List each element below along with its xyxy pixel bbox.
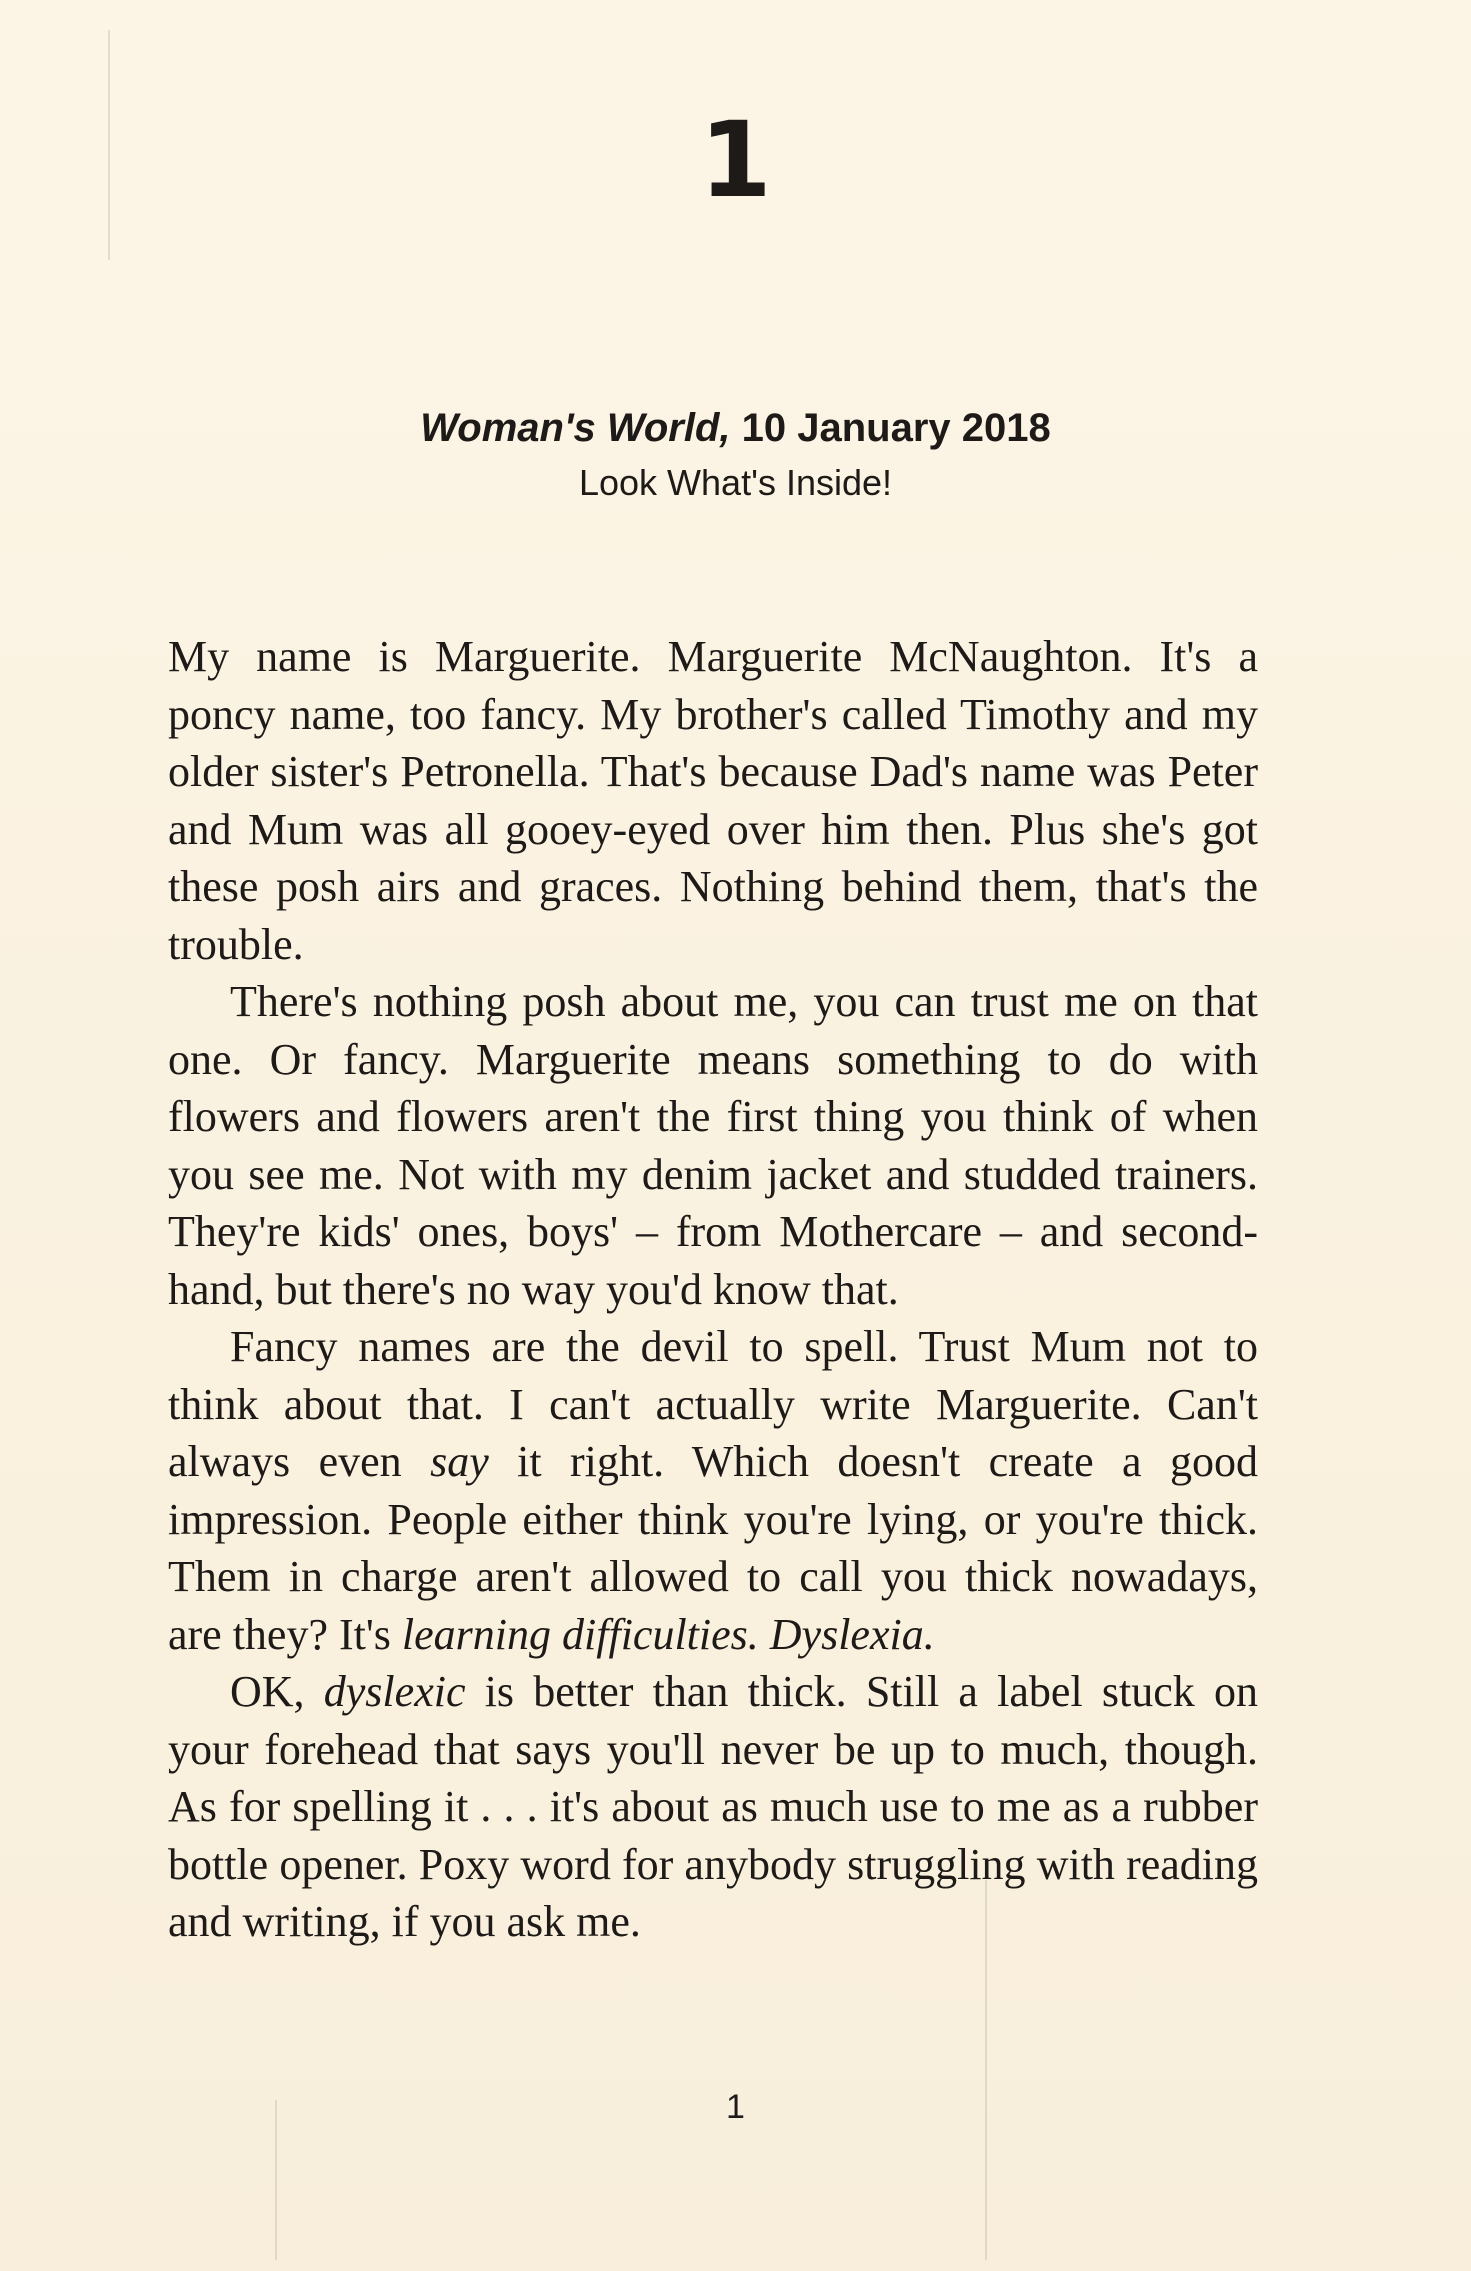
- publication-name: Woman's World,: [420, 406, 731, 450]
- italic-text: learning difficulties. Dyslexia.: [401, 1609, 935, 1659]
- heading-subtitle: Look What's Inside!: [578, 462, 893, 503]
- chapter-number: 1: [699, 99, 772, 221]
- heading-line: [0, 400, 1471, 456]
- paragraph: [168, 1318, 1258, 1663]
- text-segment: it right. Which doesn't create a good impression. People either think you're lying, or you're thick. Them in charge aren't allowed to call you thick nowadays, are they? It's: [168, 1437, 1258, 1659]
- page-number: 1: [726, 2088, 745, 2126]
- text-segment: There's nothing posh about me, you can trust me on that one. Or fancy. Marguerite means something to do with flowers and flowers aren't the first thing you think of when you see me. Not with my denim jacket and studded trainers. They're kids' ones, boys' – from Mothercare – and second-hand, but there's no way you'd know that.: [168, 977, 1258, 1314]
- body-text: [168, 628, 1258, 1951]
- publication-date: 10 January 2018: [730, 406, 1051, 450]
- paragraph: [168, 973, 1258, 1318]
- paragraph: [168, 628, 1258, 973]
- text-segment: Fancy names are the devil to spell. Trust Mum not to think about that. I can't actually write Marguerite. Can't always even: [168, 1322, 1258, 1486]
- italic-text: say: [430, 1437, 489, 1486]
- text-segment: is better than thick. Still a label stuck on your forehead that says you'll never be up to much, though. As for spelling it . . . it's about as much use to me as a rubber bottle opener. Poxy word for anybody struggling with reading and writing, if you ask me.: [168, 1667, 1258, 1946]
- paragraph: [168, 1663, 1258, 1951]
- text-segment: OK,: [230, 1667, 324, 1716]
- chapter-heading: [0, 400, 1471, 510]
- italic-text: dyslexic: [323, 1667, 466, 1716]
- text-segment: My name is Marguerite. Marguerite McNaughton. It's a poncy name, too fancy. My brother's called Timothy and my older sister's Petronella. That's because Dad's name was Peter and Mum was all gooey-eyed over him then. Plus she's got these posh airs and graces. Nothing behind them, that's the trouble.: [168, 632, 1258, 969]
